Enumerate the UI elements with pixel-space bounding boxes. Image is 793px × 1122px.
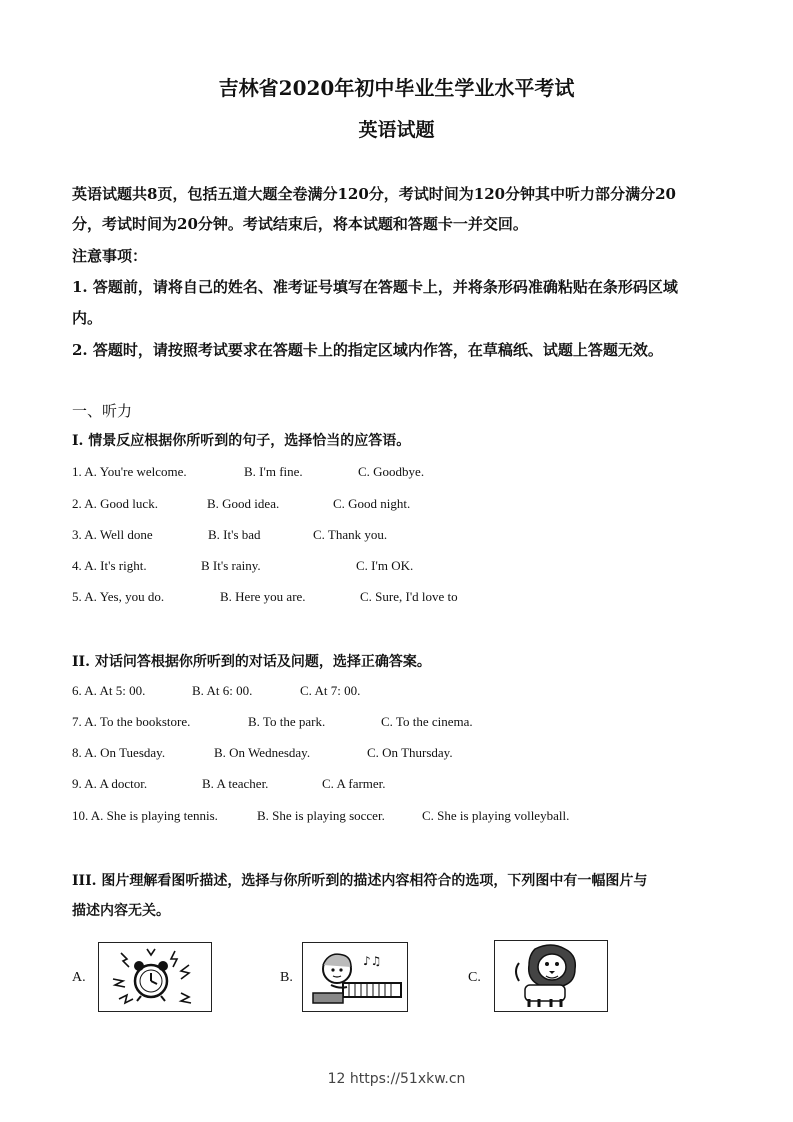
question-row [72, 808, 772, 828]
option-a: 1. A. You're welcome. [72, 464, 187, 479]
option-a: 4. A. It's right. [72, 558, 147, 573]
option-b: B. She is playing soccer. [257, 808, 385, 823]
option-a: 5. A. Yes, you do. [72, 589, 165, 604]
question-row [72, 714, 772, 734]
option-c: C. Goodbye. [358, 464, 425, 479]
picture-label-a: A. [72, 970, 86, 985]
exam-title: 吉林省2020年初中毕业生学业水平考试 [218, 76, 575, 100]
question-row [72, 496, 772, 516]
alarm-clock-icon [99, 943, 211, 1011]
option-a: 2. A. Good luck. [72, 496, 158, 511]
option-a: 9. A. A doctor. [72, 776, 148, 791]
option-c: C. She is playing volleyball. [422, 808, 570, 823]
lion-picture [494, 940, 608, 1012]
question-row [72, 464, 772, 484]
note-2: 2. 答题时，请按照考试要求在答题卡上的指定区域内作答，在草稿纸、试题上答题无效。 [72, 341, 663, 359]
option-c: C. At 7: 00. [300, 683, 361, 698]
exam-subtitle: 英语试题 [358, 119, 435, 141]
option-b: B. Here you are. [220, 589, 306, 604]
question-row [72, 745, 772, 765]
option-b: B. I'm fine. [244, 464, 303, 479]
option-b: B. A teacher. [202, 776, 269, 791]
picture-label-c: C. [468, 970, 481, 985]
option-c: C. On Thursday. [367, 745, 453, 760]
question-row [72, 558, 772, 578]
option-a: 10. A. She is playing tennis. [72, 808, 218, 823]
option-a: 6. A. At 5: 00. [72, 683, 146, 698]
page-footer: 12 https://51xkw.cn [327, 1071, 466, 1087]
intro-line-1: 英语试题共8页，包括五道大题全卷满分120分，考试时间为120分钟其中听力部分满分20 [72, 185, 676, 203]
part-3-heading-line-1: III. 图片理解看图听描述，选择与你所听到的描述内容相符合的选项，下列图中有一幅图片与 [72, 873, 648, 889]
part-1-heading: I. 情景反应根据你所听到的句子，选择恰当的应答语。 [72, 433, 411, 449]
notice-title: 注意事项： [72, 247, 148, 265]
svg-text:♪♫: ♪♫ [363, 954, 382, 968]
note-1-line-1: 1. 答题前，请将自己的姓名、准考证号填写在答题卡上，并将条形码准确粘贴在条形码区域 [72, 278, 678, 296]
note-1-line-2: 内。 [72, 309, 103, 327]
part-2-heading: II. 对话问答根据你所听到的对话及问题，选择正确答案。 [72, 654, 431, 670]
intro-line-2: 分，考试时间为20分钟。考试结束后，将本试题和答题卡一并交回。 [72, 215, 528, 233]
option-b: B. It's bad [208, 527, 261, 542]
option-b: B. To the park. [248, 714, 326, 729]
option-a: 3. A. Well done [72, 527, 153, 542]
lion-icon [495, 941, 607, 1011]
option-c: C. Good night. [333, 496, 411, 511]
option-c: C. Sure, I'd love to [360, 589, 458, 604]
picture-label-b: B. [280, 970, 293, 985]
section-heading-listening: 一、听力 [72, 402, 133, 420]
option-c: C. To the cinema. [381, 714, 473, 729]
option-a: 8. A. On Tuesday. [72, 745, 166, 760]
option-b: B. On Wednesday. [214, 745, 311, 760]
option-b: B. Good idea. [207, 496, 280, 511]
question-row [72, 683, 772, 703]
part-3-heading-line-2: 描述内容无关。 [72, 903, 170, 919]
alarm-clock-picture [98, 942, 212, 1012]
boy-at-piano-picture [302, 942, 408, 1012]
option-a: 7. A. To the bookstore. [72, 714, 191, 729]
option-c: C. A farmer. [322, 776, 386, 791]
question-row [72, 776, 772, 796]
option-b: B It's rainy. [201, 558, 261, 573]
question-row [72, 589, 772, 609]
option-c: C. I'm OK. [356, 558, 414, 573]
question-row [72, 527, 772, 547]
piano-icon [303, 943, 407, 1011]
option-b: B. At 6: 00. [192, 683, 253, 698]
option-c: C. Thank you. [313, 527, 388, 542]
